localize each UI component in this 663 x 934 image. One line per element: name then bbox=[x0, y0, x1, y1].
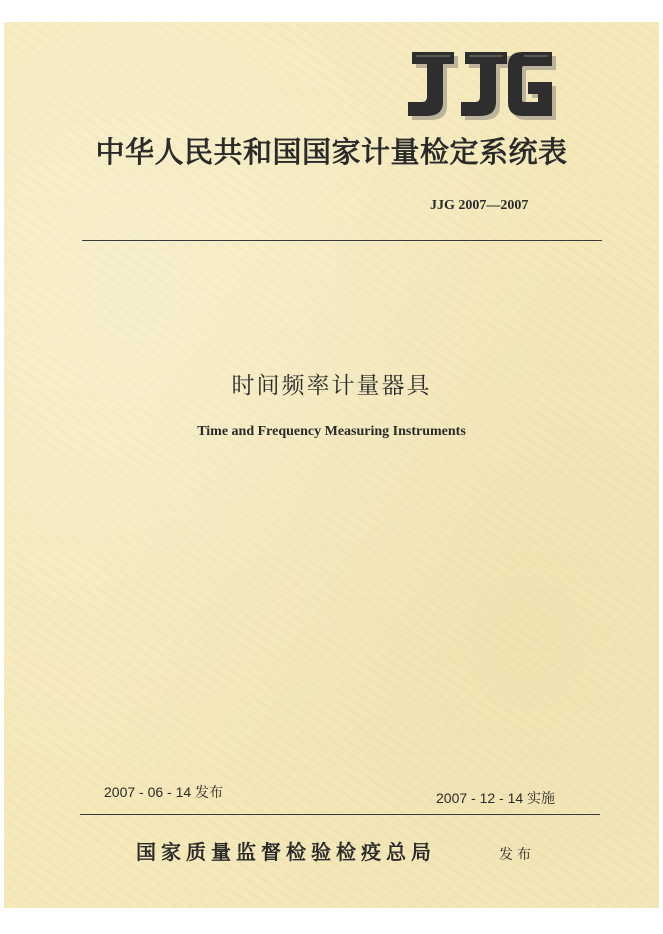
document-cover bbox=[4, 22, 659, 908]
effective-date: 2007 - 12 - 14 实施 bbox=[436, 790, 556, 806]
series-title: 中华人民共和国国家计量检定系统表 bbox=[95, 135, 568, 169]
bottom-divider bbox=[80, 814, 600, 815]
standard-number: JJG 2007—2007 bbox=[430, 198, 529, 213]
jjg-logo bbox=[402, 42, 574, 124]
issuing-authority: 国家质量监督检验检疫总局 bbox=[136, 840, 436, 864]
document-title-chinese: 时间频率计量器具 bbox=[231, 373, 432, 399]
issuing-authority-suffix: 发布 bbox=[499, 847, 535, 863]
issue-date: 2007 - 06 - 14 发布 bbox=[104, 784, 224, 800]
top-divider bbox=[82, 240, 602, 241]
document-title-english: Time and Frequency Measuring Instruments bbox=[197, 424, 466, 439]
